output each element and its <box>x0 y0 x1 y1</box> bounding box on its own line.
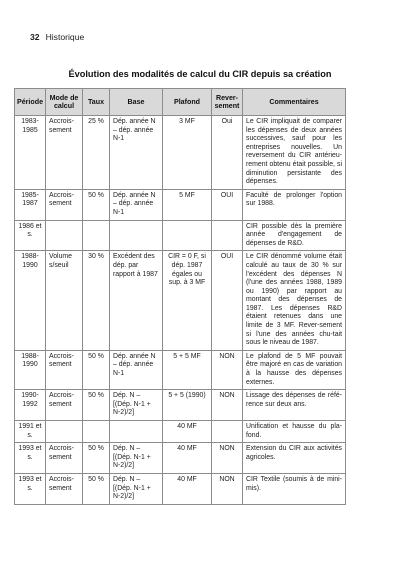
cell-commentaires: Le CIR dénommé volume était calculé au taux de 30 % sur l'excédent des dépenses N (l'une des années 1988, 1989 ou 1990) par rapport au montant des dépenses de 1987. Les dépenses R&D étaient retenues dans une limite de 3 MF. Rever-sement si l'une des années chu-tait sous le niveau de 1987. <box>243 251 346 351</box>
cell-base: Dép. année N – dép. année N-1 <box>110 116 163 190</box>
cell-mode: Accrois-sement <box>46 350 83 389</box>
cell-reversement: OUI <box>212 189 243 220</box>
cell-reversement: NON <box>212 390 243 421</box>
cell-taux: 50 % <box>83 390 110 421</box>
section-name: Historique <box>45 32 85 42</box>
cell-plafond: 40 MF <box>163 443 212 474</box>
cell-plafond: 5 + 5 MF <box>163 350 212 389</box>
table-row <box>15 473 346 504</box>
cell-reversement: Oui <box>212 116 243 190</box>
cell-plafond: 40 MF <box>163 473 212 504</box>
cell-reversement: OUI <box>212 251 243 351</box>
table-header-row <box>15 89 346 116</box>
cell-base: Dép. N – [(Dép. N-1 + N-2)/2] <box>110 473 163 504</box>
cell-plafond: 40 MF <box>163 421 212 443</box>
cell-mode: Accrois-sement <box>46 473 83 504</box>
cell-taux: 25 % <box>83 116 110 190</box>
cell-taux <box>83 220 110 251</box>
header-commentaires: Commentaires <box>243 89 346 116</box>
cell-base: Dép. année N – dép. année N-1 <box>110 189 163 220</box>
cell-plafond <box>163 220 212 251</box>
cell-mode: Volume s/seuil <box>46 251 83 351</box>
cell-commentaires: Le plafond de 5 MF pouvait être majoré en cas de variation à la hausse des dépenses externes. <box>243 350 346 389</box>
cell-base: Excédent des dép. par rapport à 1987 <box>110 251 163 351</box>
cell-commentaires: Faculté de prolonger l'option sur 1988. <box>243 189 346 220</box>
cell-mode <box>46 220 83 251</box>
cell-periode: 1988-1990 <box>15 251 46 351</box>
cell-mode: Accrois-sement <box>46 443 83 474</box>
header-plafond: Plafond <box>163 89 212 116</box>
cell-periode: 1991 et s. <box>15 421 46 443</box>
cell-periode: 1985-1987 <box>15 189 46 220</box>
cell-commentaires: Extension du CIR aux activités agricoles. <box>243 443 346 474</box>
table-row <box>15 116 346 190</box>
cell-taux: 50 % <box>83 189 110 220</box>
table-row <box>15 443 346 474</box>
cell-commentaires: Lissage des dépenses de réfé-rence sur deux ans. <box>243 390 346 421</box>
table-row <box>15 421 346 443</box>
cell-plafond: 5 + 5 (1990) <box>163 390 212 421</box>
cell-reversement: NON <box>212 350 243 389</box>
header-mode: Mode de calcul <box>46 89 83 116</box>
cell-plafond: 5 MF <box>163 189 212 220</box>
cell-periode: 1993 et s. <box>15 473 46 504</box>
table-row <box>15 390 346 421</box>
cell-taux: 50 % <box>83 473 110 504</box>
cell-periode: 1990-1992 <box>15 390 46 421</box>
cell-base <box>110 421 163 443</box>
cell-commentaires: Unification et hausse du pla-fond. <box>243 421 346 443</box>
cell-taux: 50 % <box>83 443 110 474</box>
cell-taux: 30 % <box>83 251 110 351</box>
cell-commentaires: CIR possible dès la première année d'engagement de dépenses de R&D. <box>243 220 346 251</box>
table-row <box>15 350 346 389</box>
cell-base: Dép. année N – dép. année N-1 <box>110 350 163 389</box>
cell-reversement: NON <box>212 473 243 504</box>
page-number: 32 <box>30 32 40 42</box>
running-head <box>30 32 84 42</box>
table-row <box>15 189 346 220</box>
cell-reversement <box>212 220 243 251</box>
table-row <box>15 251 346 351</box>
header-reversement: Rever-sement <box>212 89 243 116</box>
cell-base: Dép. N – [(Dép. N-1 + N-2)/2] <box>110 443 163 474</box>
cell-base <box>110 220 163 251</box>
cell-taux <box>83 421 110 443</box>
table-title: Évolution des modalités de calcul du CIR depuis sa création <box>68 69 332 79</box>
cell-reversement: NON <box>212 443 243 474</box>
header-taux: Taux <box>83 89 110 116</box>
cell-mode <box>46 421 83 443</box>
cell-periode: 1986 et s. <box>15 220 46 251</box>
header-periode: Période <box>15 89 46 116</box>
cell-commentaires: Le CIR impliquait de comparer les dépenses de deux années successives, sauf pour les entreprises nouvelles. Un reversement du CIR antérieu-rement obtenu était possible, si diminution persistante des dépenses. <box>243 116 346 190</box>
cell-periode: 1988-1990 <box>15 350 46 389</box>
cell-commentaires: CIR Textile (soumis à de mini-mis). <box>243 473 346 504</box>
table-row <box>15 220 346 251</box>
cell-reversement <box>212 421 243 443</box>
cell-plafond: 3 MF <box>163 116 212 190</box>
cir-history-table <box>14 88 346 505</box>
cell-periode: 1983-1985 <box>15 116 46 190</box>
cell-plafond: CIR = 0 F, si dép. 1987 égales ou sup. à 3 MF <box>163 251 212 351</box>
header-base: Base <box>110 89 163 116</box>
cell-mode: Accrois-sement <box>46 116 83 190</box>
cell-base: Dép. N – [(Dép. N-1 + N-2)/2] <box>110 390 163 421</box>
cell-taux: 50 % <box>83 350 110 389</box>
cell-mode: Accrois-sement <box>46 189 83 220</box>
cell-periode: 1993 et s. <box>15 443 46 474</box>
cell-mode: Accrois-sement <box>46 390 83 421</box>
